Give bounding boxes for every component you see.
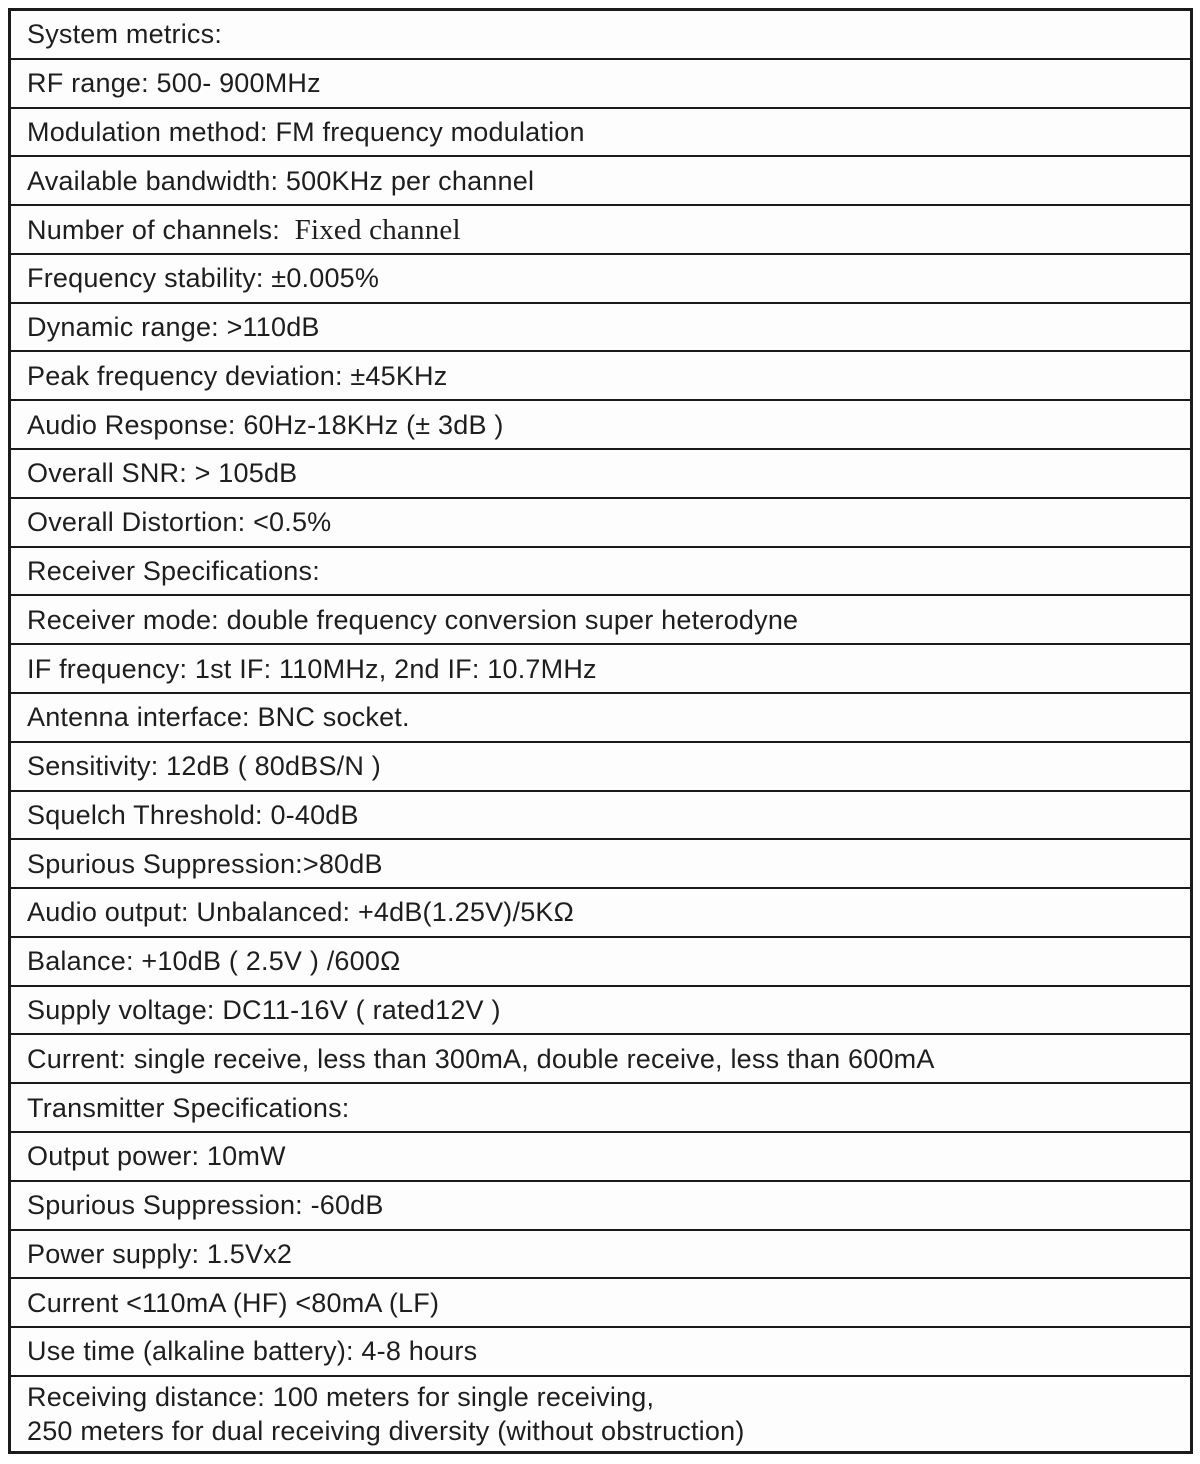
- spec-text-main: Overall SNR: > 105dB: [27, 458, 298, 489]
- spec-text: [27, 164, 534, 198]
- spec-text-main: Squelch Threshold: 0-40dB: [27, 799, 359, 830]
- spec-text-main: Dynamic range: >110dB: [27, 312, 320, 343]
- table-row: [11, 352, 1190, 401]
- table-row: [11, 938, 1190, 987]
- spec-text: [27, 310, 320, 344]
- table-row: [11, 60, 1190, 109]
- spec-text: [27, 408, 504, 442]
- table-row: [11, 1182, 1190, 1231]
- spec-text-main: RF range: 500- 900MHz: [27, 68, 321, 99]
- spec-text: [27, 1286, 439, 1320]
- spec-text-main: Balance: +10dB ( 2.5V ) /600Ω: [27, 946, 401, 977]
- spec-text-main: Supply voltage: DC11-16V ( rated12V ): [27, 995, 501, 1026]
- spec-table: [8, 8, 1193, 1454]
- spec-text-main: Receiver Specifications:: [27, 555, 320, 586]
- table-row: [11, 1279, 1190, 1328]
- spec-text: [27, 213, 461, 247]
- spec-text: [27, 1091, 350, 1125]
- spec-text: [27, 359, 447, 393]
- spec-text-main: Current <110mA (HF) <80mA (LF): [27, 1287, 440, 1318]
- spec-text: [27, 456, 297, 490]
- spec-text-main: Audio Response: 60Hz-18KHz (± 3dB ): [27, 409, 504, 440]
- spec-text: [27, 993, 501, 1027]
- table-row: [11, 743, 1190, 792]
- table-row: [11, 157, 1190, 206]
- table-row: [11, 889, 1190, 938]
- spec-text: [27, 115, 585, 149]
- spec-text-main: IF frequency: 1st IF: 110MHz, 2nd IF: 10.7MHz: [27, 653, 597, 684]
- spec-text-main: Spurious Suppression: -60dB: [27, 1190, 384, 1221]
- spec-text-main: Use time (alkaline battery): 4-8 hours: [27, 1336, 478, 1367]
- table-row: [11, 1035, 1190, 1084]
- spec-text: [27, 944, 400, 978]
- spec-text-main: Peak frequency deviation: ±45KHz: [27, 360, 448, 391]
- spec-text: [27, 261, 379, 295]
- table-row: [11, 499, 1190, 548]
- spec-text: [27, 1237, 292, 1271]
- table-row: [11, 645, 1190, 694]
- table-row: [11, 450, 1190, 499]
- spec-text: [27, 749, 381, 783]
- table-row: [11, 401, 1190, 450]
- table-row: [11, 206, 1190, 255]
- spec-text-main: Current: single receive, less than 300mA, double receive, less than 600mA: [27, 1043, 935, 1074]
- spec-text: [27, 66, 321, 100]
- spec-text-main: Sensitivity: 12dB ( 80dBS/N ): [27, 751, 381, 782]
- spec-text-main: Frequency stability: ±0.005%: [27, 263, 380, 294]
- table-row: [11, 1377, 1190, 1451]
- spec-text-main: Overall Distortion: <0.5%: [27, 507, 332, 538]
- table-row: [11, 596, 1190, 645]
- table-row: [11, 109, 1190, 158]
- table-row: [11, 1084, 1190, 1133]
- spec-text-main: Audio output: Unbalanced: +4dB(1.25V)/5KΩ: [27, 897, 575, 928]
- spec-text: [27, 505, 331, 539]
- spec-text: [27, 1139, 286, 1173]
- spec-text-main: Transmitter Specifications:: [27, 1092, 350, 1123]
- table-row: [11, 792, 1190, 841]
- spec-text: [27, 554, 320, 588]
- spec-text-line2: 250 meters for dual receiving diversity (without obstruction): [27, 1415, 745, 1446]
- table-row: [11, 987, 1190, 1036]
- table-row: [11, 548, 1190, 597]
- table-row: [11, 1133, 1190, 1182]
- table-row: [11, 1328, 1190, 1377]
- table-row: [11, 11, 1190, 60]
- spec-text: [27, 700, 410, 734]
- spec-text-main: Number of channels:: [27, 214, 288, 245]
- spec-text: [27, 1380, 745, 1448]
- table-row: [11, 255, 1190, 304]
- table-row: [11, 304, 1190, 353]
- spec-text-main: Receiver mode: double frequency conversion super heterodyne: [27, 604, 799, 635]
- spec-text-main: System metrics:: [27, 19, 223, 50]
- spec-text: [27, 847, 383, 881]
- spec-text-main: Modulation method: FM frequency modulation: [27, 116, 585, 147]
- spec-text: [27, 603, 798, 637]
- table-row: [11, 840, 1190, 889]
- table-row: [11, 1231, 1190, 1280]
- spec-text-serif: Fixed channel: [294, 213, 461, 246]
- spec-text: [27, 1042, 935, 1076]
- spec-text-main: Available bandwidth: 500KHz per channel: [27, 165, 535, 196]
- spec-text: [27, 17, 222, 51]
- spec-text-main: Power supply: 1.5Vx2: [27, 1238, 293, 1269]
- spec-text: [27, 798, 359, 832]
- spec-text: [27, 1188, 384, 1222]
- spec-text: [27, 652, 597, 686]
- spec-text: [27, 895, 574, 929]
- table-row: [11, 694, 1190, 743]
- spec-text-main: Antenna interface: BNC socket.: [27, 702, 410, 733]
- spec-text-main: Receiving distance: 100 meters for single receiving,: [27, 1381, 655, 1412]
- spec-text-main: Output power: 10mW: [27, 1141, 286, 1172]
- spec-text: [27, 1334, 477, 1368]
- spec-text-main: Spurious Suppression:>80dB: [27, 848, 383, 879]
